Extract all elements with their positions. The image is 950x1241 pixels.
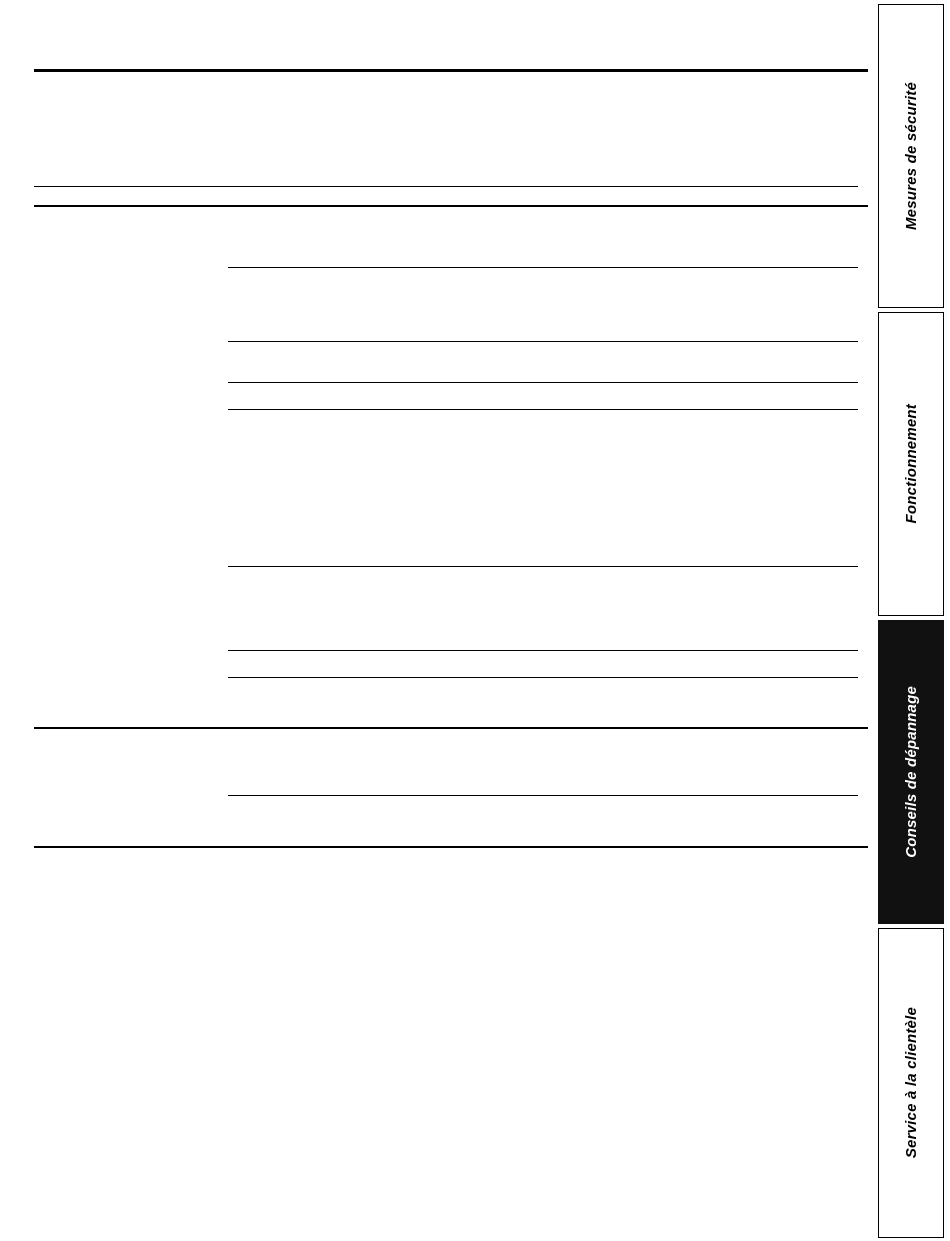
- header-rule-lower: [34, 205, 868, 207]
- tab-conseils-de-depannage[interactable]: [878, 620, 944, 924]
- tab-label: Mesures de sécurité: [902, 81, 920, 231]
- tab-service-a-la-clientele[interactable]: [878, 928, 944, 1238]
- header-rule-upper: [34, 186, 858, 187]
- row-rule-8: [228, 795, 858, 796]
- section-rule-1: [34, 727, 868, 729]
- section-rule-2: [34, 846, 868, 848]
- tab-label: Conseils de dépannage: [902, 686, 920, 858]
- row-rule-4: [228, 409, 858, 410]
- top-heavy-rule: [34, 69, 868, 72]
- row-rule-5: [228, 566, 858, 567]
- row-rule-6: [228, 650, 858, 651]
- row-rule-1: [228, 267, 858, 268]
- row-rule-3: [228, 382, 858, 383]
- tab-label: Service à la clientèle: [902, 1007, 920, 1159]
- tab-fonctionnement[interactable]: [878, 312, 944, 616]
- tab-mesures-de-securite[interactable]: [878, 4, 944, 308]
- section-tab-strip: [878, 0, 950, 1241]
- tab-label: Fonctionnement: [902, 404, 920, 524]
- row-rule-2: [228, 341, 858, 342]
- row-rule-7: [228, 677, 858, 678]
